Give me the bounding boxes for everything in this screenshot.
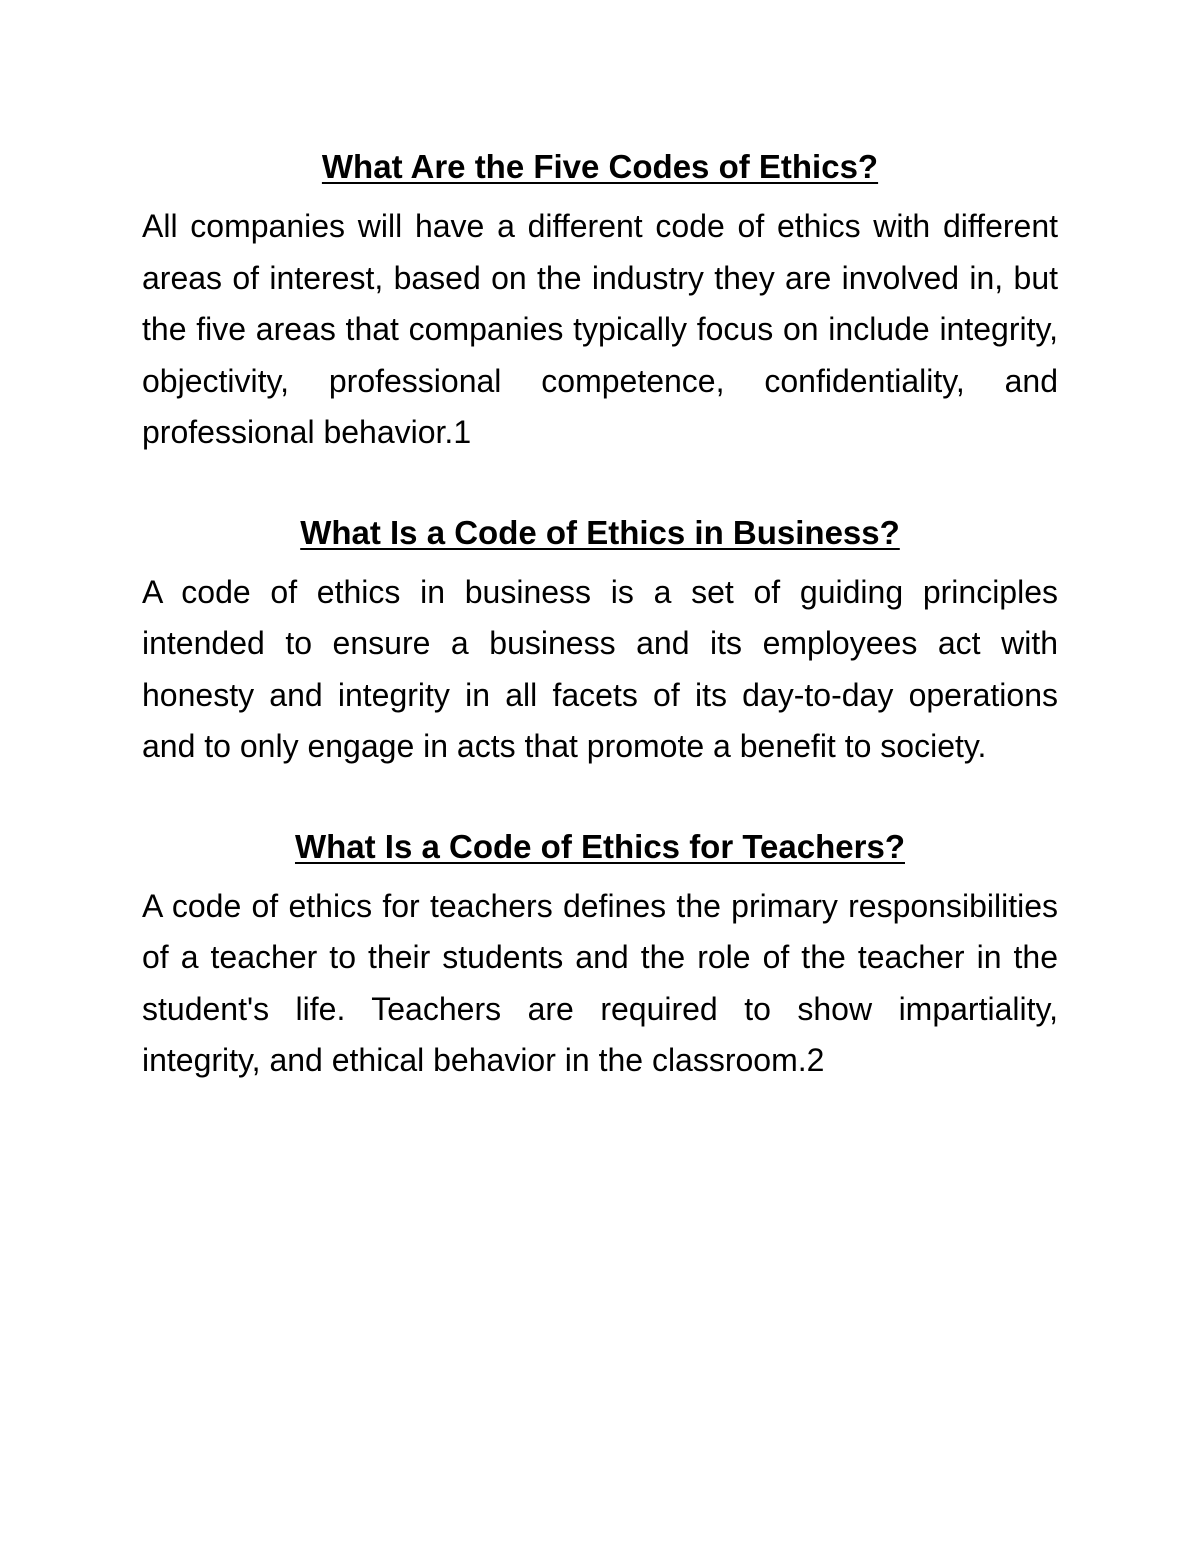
section-business [142,511,1058,773]
section-heading: What Is a Code of Ethics in Business? [300,513,900,551]
section-paragraph: A code of ethics for teachers defines the primary responsibilities of a teacher to their students and the role of the teacher in the student's life. Teachers are required to show impartiality, integrity, and ethical behavior in the classroom.2 [142,887,1058,1078]
section-paragraph: A code of ethics in business is a set of guiding principles intended to ensure a business and its employees act with honesty and integrity in all facets of its day-to-day operations and to only engage in acts that promote a benefit to society. [142,573,1058,764]
section-teachers [142,825,1058,1087]
document-page [142,145,1058,1087]
section-heading: What Is a Code of Ethics for Teachers? [294,827,905,865]
section-paragraph: All companies will have a different code of ethics with different areas of interest, based on the industry they are involved in, but the five areas that companies typically focus on include integrity, objectivity, professional competence, confidentiality, and professional behavior.1 [142,208,1058,450]
section-heading: What Are the Five Codes of Ethics? [321,148,879,185]
section-five-codes [142,145,1058,459]
